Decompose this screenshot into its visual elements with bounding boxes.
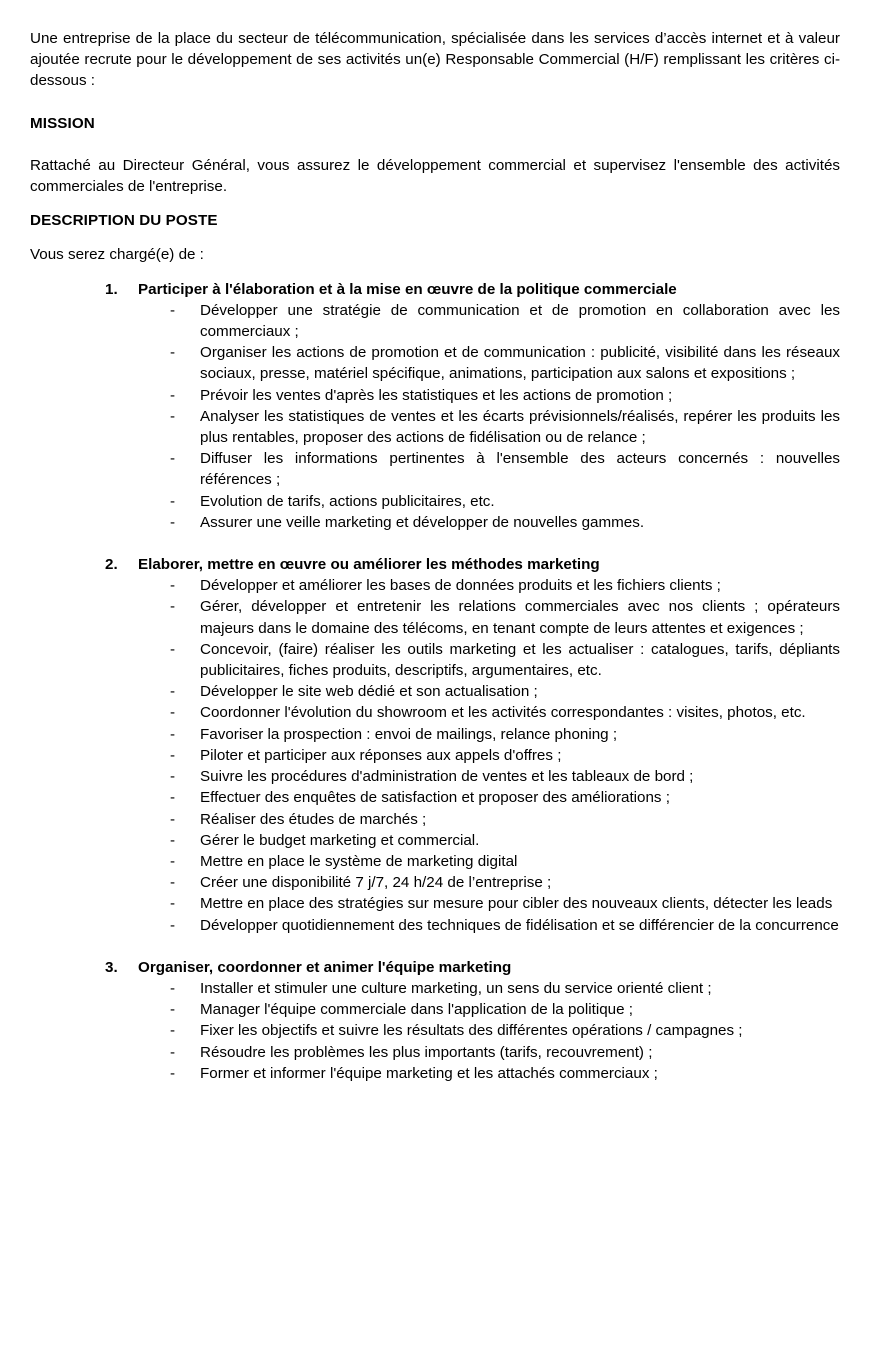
section-title: Participer à l'élaboration et à la mise en œuvre de la politique commerciale: [138, 280, 677, 298]
bullet-item: [30, 596, 840, 638]
dash-bullet-icon: -: [170, 1064, 176, 1082]
bullet-item: [30, 830, 840, 851]
bullet-item: [30, 724, 840, 745]
bullet-item: [30, 406, 840, 448]
dash-bullet-icon: -: [170, 450, 176, 468]
bullet-item: [30, 385, 840, 406]
bullet-text: Réaliser des études de marchés ;: [200, 810, 427, 828]
bullet-text: Résoudre les problèmes les plus importants (tarifs, recouvrement) ;: [200, 1043, 653, 1061]
dash-bullet-icon: -: [170, 407, 176, 425]
bullet-item: [30, 681, 840, 702]
dash-bullet-icon: -: [170, 344, 176, 362]
spacer: [30, 231, 840, 244]
bullet-item: [30, 978, 840, 999]
bullet-text: Suivre les procédures d'administration de ventes et les tableaux de bord ;: [200, 768, 694, 786]
section-bullets: [30, 575, 840, 935]
bullet-item: [30, 872, 840, 893]
bullet-text: Evolution de tarifs, actions publicitaires, etc.: [200, 492, 495, 510]
dash-bullet-icon: -: [170, 1043, 176, 1061]
dash-bullet-icon: -: [170, 683, 176, 701]
spacer: [30, 266, 840, 279]
bullet-text: Installer et stimuler une culture marketing, un sens du service orienté client ;: [200, 979, 712, 997]
section-heading-row: [30, 957, 840, 978]
mission-heading: MISSION: [30, 114, 95, 132]
dash-bullet-icon: -: [170, 301, 176, 319]
bullet-text: Prévoir les ventes d'après les statistiques et les actions de promotion ;: [200, 386, 673, 404]
bullet-item: [30, 809, 840, 830]
bullet-item: [30, 999, 840, 1020]
responsibility-section-2: [30, 554, 840, 936]
section-heading-row: [30, 279, 840, 300]
bullet-text: Fixer les objectifs et suivre les résultats des différentes opérations / campagnes ;: [200, 1022, 743, 1040]
bullet-text: Piloter et participer aux réponses aux appels d'offres ;: [200, 746, 562, 764]
dash-bullet-icon: -: [170, 577, 176, 595]
bullet-text: Développer une stratégie de communication et de promotion en collaboration avec les commerciaux ;: [200, 301, 840, 341]
dash-bullet-icon: -: [170, 789, 176, 807]
bullet-item: [30, 851, 840, 872]
section-number: 1.: [105, 280, 118, 298]
dash-bullet-icon: -: [170, 492, 176, 510]
dash-bullet-icon: -: [170, 386, 176, 404]
bullet-item: [30, 1042, 840, 1063]
bullet-text: Analyser les statistiques de ventes et les écarts prévisionnels/réalisés, repérer les produits les plus rentables, proposer des actions de fidélisation ou de relance ;: [200, 407, 840, 447]
section-heading-row: [30, 554, 840, 575]
dash-bullet-icon: -: [170, 746, 176, 764]
bullet-text: Former et informer l'équipe marketing et les attachés commerciaux ;: [200, 1064, 658, 1082]
dash-bullet-icon: -: [170, 704, 176, 722]
dash-bullet-icon: -: [170, 895, 176, 913]
spacer: [30, 134, 840, 155]
dash-bullet-icon: -: [170, 640, 176, 658]
section-bullets: [30, 978, 840, 1084]
bullet-item: [30, 702, 840, 723]
bullet-text: Manager l'équipe commerciale dans l'application de la politique ;: [200, 1001, 633, 1019]
responsibilities-list: [30, 279, 840, 1084]
spacer: [30, 92, 840, 113]
bullet-item: [30, 575, 840, 596]
bullet-text: Effectuer des enquêtes de satisfaction et proposer des améliorations ;: [200, 789, 670, 807]
bullet-item: [30, 512, 840, 533]
bullet-text: Développer quotidiennement des techniques de fidélisation et se différencier de la concurrence: [200, 916, 839, 934]
bullet-text: Favoriser la prospection : envoi de mailings, relance phoning ;: [200, 725, 618, 743]
bullet-text: Développer le site web dédié et son actualisation ;: [200, 683, 538, 701]
bullet-item: [30, 1063, 840, 1084]
section-title: Organiser, coordonner et animer l'équipe marketing: [138, 958, 512, 976]
dash-bullet-icon: -: [170, 810, 176, 828]
dash-bullet-icon: -: [170, 979, 176, 997]
bullet-item: [30, 745, 840, 766]
bullet-item: [30, 787, 840, 808]
bullet-text: Concevoir, (faire) réaliser les outils marketing et les actualiser : catalogues, tarifs, dépliants publicitaires, fiches produits, descriptifs, argumentaires, etc.: [200, 640, 840, 680]
bullet-item: [30, 893, 840, 914]
responsibility-section-1: [30, 279, 840, 533]
responsibility-section-3: [30, 957, 840, 1084]
bullet-item: [30, 1020, 840, 1041]
dash-bullet-icon: -: [170, 916, 176, 934]
section-bullets: [30, 300, 840, 533]
spacer: [30, 197, 840, 210]
bullet-item: [30, 342, 840, 384]
bullet-text: Gérer le budget marketing et commercial.: [200, 831, 480, 849]
dash-bullet-icon: -: [170, 768, 176, 786]
dash-bullet-icon: -: [170, 598, 176, 616]
mission-paragraph: Rattaché au Directeur Général, vous assurez le développement commercial et supervisez l'ensemble des activités commerciales de l'entreprise.: [30, 156, 840, 196]
lead-in-line: Vous serez chargé(e) de :: [30, 246, 204, 264]
bullet-item: [30, 766, 840, 787]
bullet-item: [30, 491, 840, 512]
bullet-item: [30, 915, 840, 936]
dash-bullet-icon: -: [170, 874, 176, 892]
dash-bullet-icon: -: [170, 725, 176, 743]
dash-bullet-icon: -: [170, 852, 176, 870]
section-number: 3.: [105, 958, 118, 976]
bullet-text: Organiser les actions de promotion et de communication : publicité, visibilité dans les réseaux sociaux, presse, matériel spécifique, animations, participation aux salons et expositions ;: [200, 344, 840, 383]
bullet-text: Créer une disponibilité 7 j/7, 24 h/24 de l’entreprise ;: [200, 874, 552, 892]
dash-bullet-icon: -: [170, 513, 176, 531]
bullet-text: Assurer une veille marketing et développer de nouvelles gammes.: [200, 513, 645, 531]
bullet-text: Gérer, développer et entretenir les relations commerciales avec nos clients ; opérateurs majeurs dans le domaine des télécoms, en tenant compte de leurs attentes et exigences ;: [200, 598, 840, 637]
bullet-item: [30, 639, 840, 681]
dash-bullet-icon: -: [170, 1022, 176, 1040]
bullet-item: [30, 448, 840, 490]
bullet-text: Mettre en place des stratégies sur mesure pour cibler des nouveaux clients, détecter les leads: [200, 895, 833, 913]
bullet-text: Mettre en place le système de marketing digital: [200, 852, 518, 870]
section-title: Elaborer, mettre en œuvre ou améliorer les méthodes marketing: [138, 556, 600, 574]
section-number: 2.: [105, 556, 118, 574]
dash-bullet-icon: -: [170, 831, 176, 849]
dash-bullet-icon: -: [170, 1001, 176, 1019]
bullet-text: Diffuser les informations pertinentes à l'ensemble des acteurs concernés : nouvelles références ;: [200, 450, 840, 489]
description-heading: DESCRIPTION DU POSTE: [30, 212, 218, 230]
bullet-item: [30, 300, 840, 342]
bullet-text: Coordonner l'évolution du showroom et les activités correspondantes : visites, photos, etc.: [200, 704, 806, 722]
bullet-text: Développer et améliorer les bases de données produits et les fichiers clients ;: [200, 577, 721, 595]
intro-paragraph: Une entreprise de la place du secteur de télécommunication, spécialisée dans les services d’accès internet et à valeur ajoutée recrute pour le développement de ses activités un(e) Responsable Commercial (H/F) remplissant les critères ci-dessous :: [30, 30, 840, 90]
